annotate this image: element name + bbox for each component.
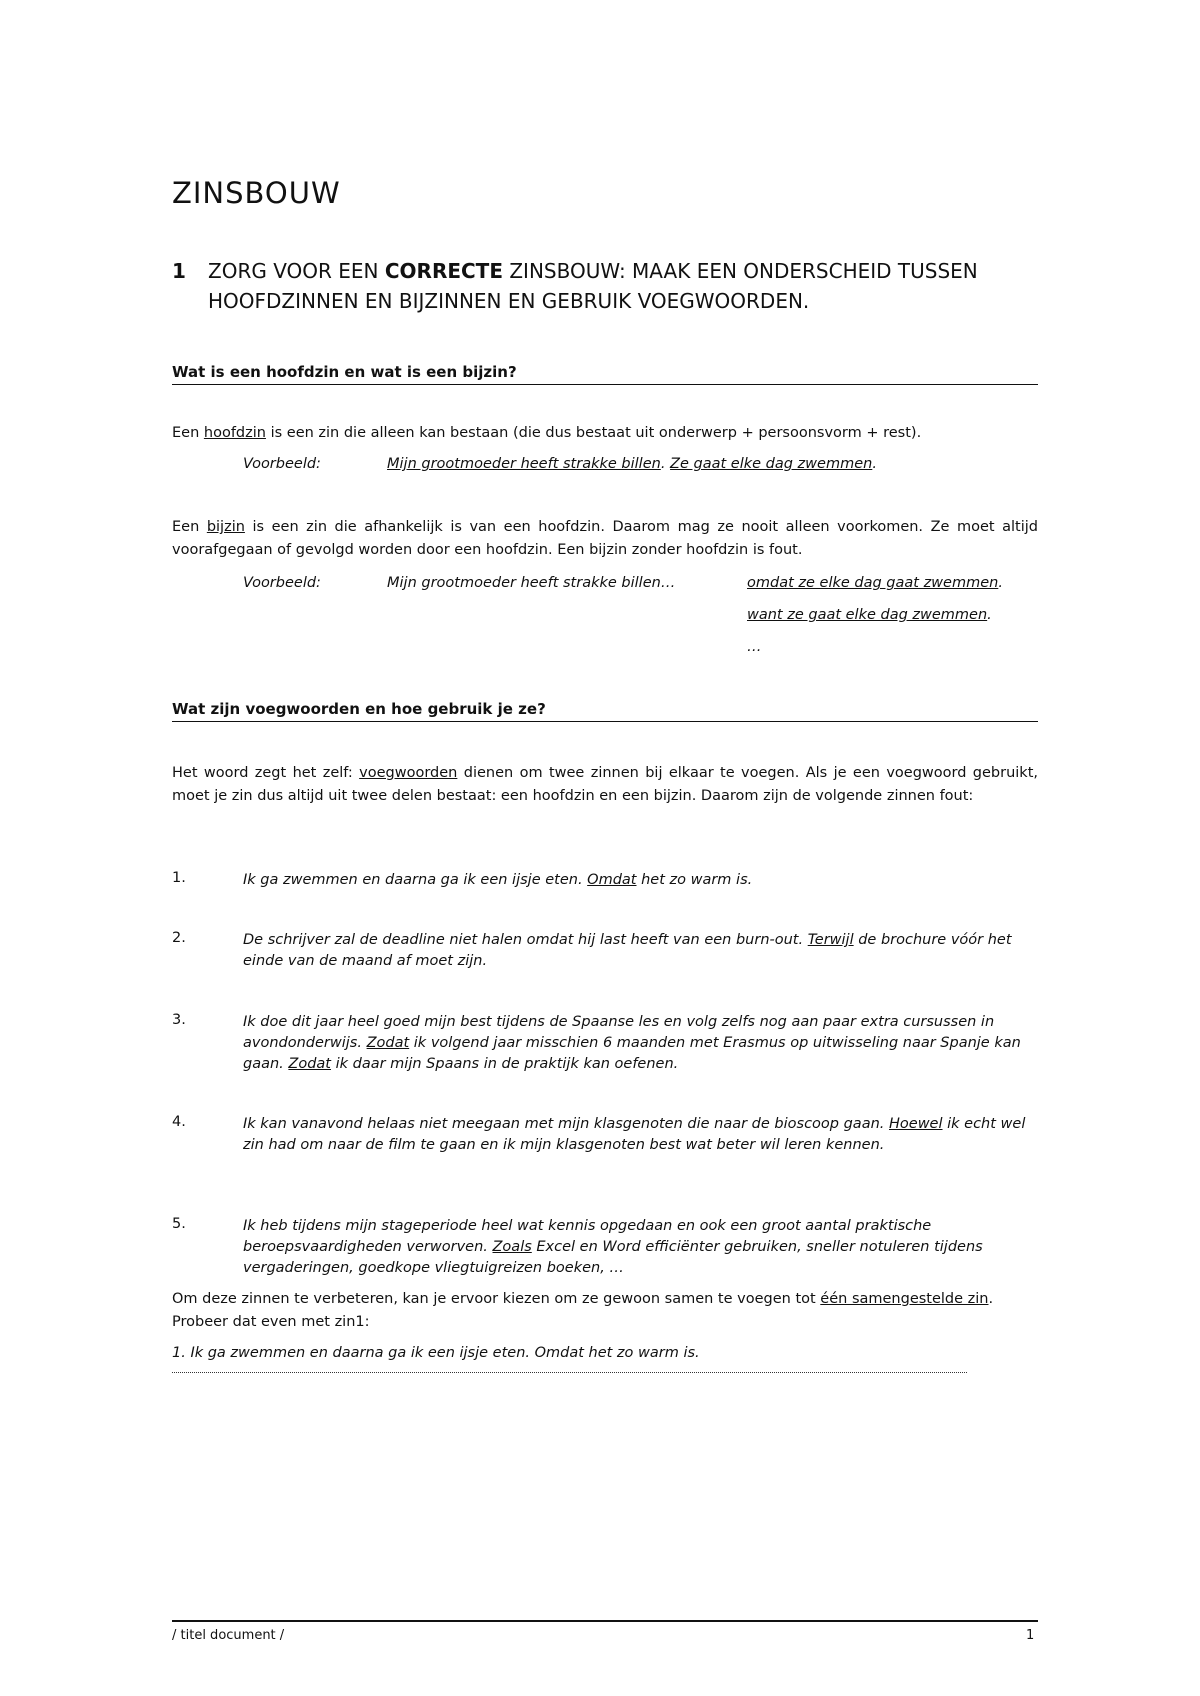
term-samengestelde-zin: één samengestelde zin <box>820 1291 989 1307</box>
example-2-option-2-end: . <box>987 607 992 623</box>
list-number-4: 4. <box>172 1114 186 1130</box>
item-3-pre: Ik doe dit jaar heel goed mijn best tijdens de Spaanse les en volg zelfs nog aan paar extra cursussen in avondonderwijs. <box>243 1014 995 1051</box>
p3-post: dienen om twee zinnen bij elkaar te voegen. Als je een voegwoord gebruikt, moet je zin dus altijd uit twee delen bestaat: een hoofdzin en een bijzin. Daarom zijn de volgende zinnen fout: <box>172 765 1038 804</box>
item-3-conjunction: Zodat <box>366 1035 410 1051</box>
item-3-post: ik volgend jaar misschien 6 maanden met Erasmus op uitwisseling naar Spanje kan gaan. <box>243 1035 1021 1072</box>
subheading-hoofdzin-bijzin: Wat is een hoofdzin en wat is een bijzin? <box>172 363 1038 385</box>
heading-part1: ZORG VOOR EEN <box>208 259 385 283</box>
subheading-voegwoorden: Wat zijn voegwoorden en hoe gebruik je ze? <box>172 700 1038 722</box>
item-3-post-2: ik daar mijn Spaans in de praktijk kan oefenen. <box>330 1056 679 1072</box>
item-1-conjunction: Omdat <box>587 872 637 888</box>
list-item-3 <box>243 1012 1038 1075</box>
item-2-pre: De schrijver zal de deadline niet halen omdat hij last heeft van een burn-out. <box>243 932 808 948</box>
closing-pre: Om deze zinnen te verbeteren, kan je ervoor kiezen om ze gewoon samen te voegen tot <box>172 1291 821 1307</box>
item-5-pre: Ik heb tijdens mijn stageperiode heel wat kennis opgedaan en ook een groot aantal praktische beroepsvaardigheden verworven. <box>243 1218 932 1255</box>
term-voegwoorden: voegwoorden <box>359 765 458 781</box>
document-title: ZINSBOUW <box>172 176 341 210</box>
example-2-option-1-end: . <box>998 575 1003 591</box>
section-number: 1 <box>172 259 186 283</box>
p2-pre: Een <box>172 519 207 535</box>
list-number-3: 3. <box>172 1012 186 1028</box>
closing-post: . Probeer dat even met zin1: <box>172 1291 994 1330</box>
example-1-sep: . <box>660 456 671 472</box>
paragraph-voegwoorden <box>172 762 1038 808</box>
example-2-option-1 <box>747 572 1003 595</box>
item-5-conjunction: Zoals <box>492 1239 532 1255</box>
footer-document-title: / titel document / <box>172 1628 285 1643</box>
example-1-end: . <box>872 456 877 472</box>
list-number-5: 5. <box>172 1216 186 1232</box>
heading-part2: ZINSBOUW: MAAK EEN ONDERSCHEID TUSSEN HOOFDZINNEN EN BIJZINNEN EN GEBRUIK VOEGWOORDEN. <box>208 259 978 313</box>
example-2-option-2-text: want ze gaat elke dag zwemmen <box>747 607 988 623</box>
heading-bold-word: CORRECTE <box>384 259 503 283</box>
example-2-option-1-text: omdat ze elke dag gaat zwemmen <box>747 575 999 591</box>
item-4-post: ik echt wel zin had om naar de film te gaan en ik mijn klasgenoten best wat beter wil leren kennen. <box>243 1116 1026 1153</box>
item-4-conjunction: Hoewel <box>889 1116 943 1132</box>
item-1-pre: Ik ga zwemmen en daarna ga ik een ijsje eten. <box>243 872 588 888</box>
example-2-option-3: … <box>747 639 762 655</box>
term-bijzin: bijzin <box>206 519 245 535</box>
paragraph-bijzin <box>172 516 1038 562</box>
section-heading-text <box>208 256 1058 316</box>
list-item-1 <box>243 870 1038 891</box>
list-number-1: 1. <box>172 870 186 886</box>
item-3-conjunction-2: Zodat <box>288 1056 331 1072</box>
list-number-2: 2. <box>172 930 186 946</box>
example-1 <box>387 453 1047 476</box>
example-1-main: Mijn grootmoeder heeft strakke billen <box>387 456 661 472</box>
example-2-main: Mijn grootmoeder heeft strakke billen… <box>387 575 676 591</box>
footer-rule <box>172 1620 1038 1622</box>
p1-pre: Een <box>172 425 204 441</box>
example-1-second: Ze gaat elke dag zwemmen <box>670 456 873 472</box>
example-label-1: Voorbeeld: <box>243 456 321 472</box>
exercise-sentence: 1. Ik ga zwemmen en daarna ga ik een ijsje eten. Omdat het zo warm is. <box>172 1345 700 1361</box>
p1-post: is een zin die alleen kan bestaan (die dus bestaat uit onderwerp + persoonsvorm + rest). <box>265 425 922 441</box>
paragraph-closing <box>172 1288 1038 1334</box>
p3-pre: Het woord zegt het zelf: <box>172 765 360 781</box>
paragraph-hoofdzin <box>172 422 1038 445</box>
p2-post: is een zin die afhankelijk is van een hoofdzin. Daarom mag ze nooit alleen voorkomen. Ze moet altijd voorafgegaan of gevolgd worden door een hoofdzin. Een bijzin zonder hoofdzin is fout. <box>172 519 1038 558</box>
list-item-4 <box>243 1114 1038 1156</box>
item-2-conjunction: Terwijl <box>807 932 854 948</box>
item-5-post: Excel en Word efficiënter gebruiken, sneller notuleren tijdens vergaderingen, goedkope vliegtuigreizen boeken, … <box>243 1239 983 1276</box>
list-item-5 <box>243 1216 1038 1279</box>
list-item-2 <box>243 930 1038 972</box>
example-label-2: Voorbeeld: <box>243 575 321 591</box>
example-2-option-2 <box>747 604 992 627</box>
page-number: 1 <box>1026 1628 1035 1643</box>
item-2-post: de brochure vóór het einde van de maand af moet zijn. <box>243 932 1012 969</box>
item-4-pre: Ik kan vanavond helaas niet meegaan met mijn klasgenoten die naar de bioscoop gaan. <box>243 1116 889 1132</box>
item-1-post: het zo warm is. <box>636 872 753 888</box>
term-hoofdzin: hoofdzin <box>203 425 266 441</box>
answer-line[interactable] <box>172 1372 967 1373</box>
